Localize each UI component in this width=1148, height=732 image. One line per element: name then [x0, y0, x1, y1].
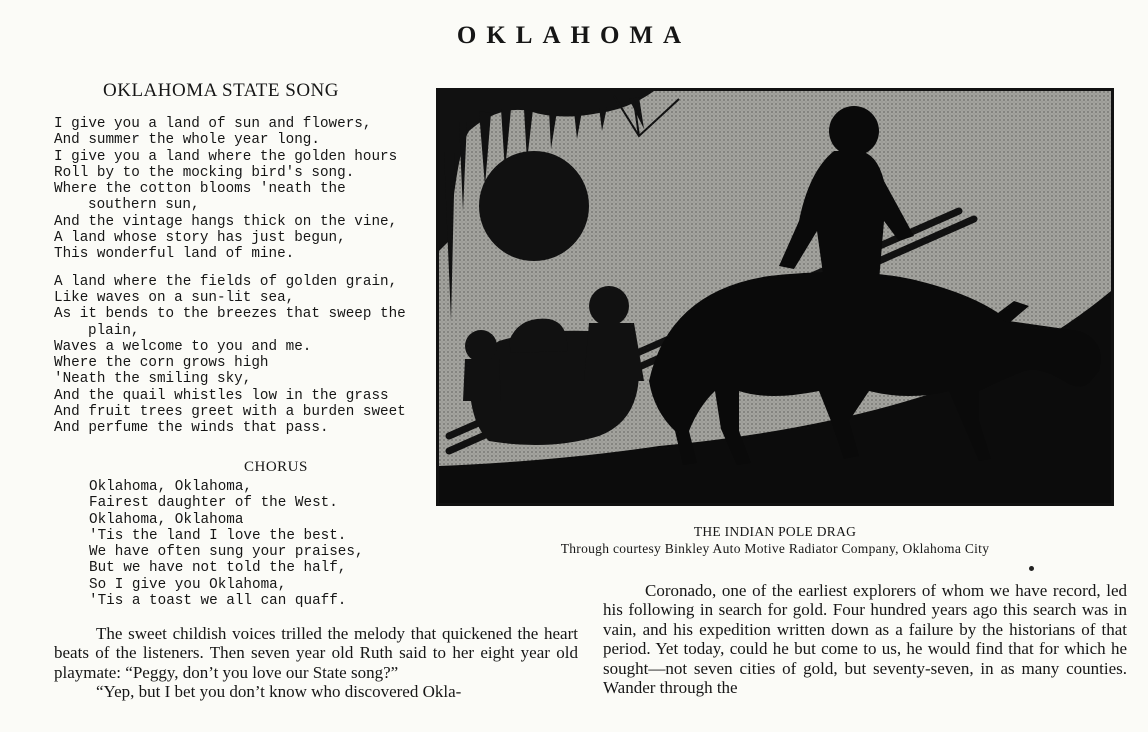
chorus-line: Oklahoma, Oklahoma, [89, 479, 253, 495]
passenger-body [584, 323, 644, 381]
article-left-column [54, 624, 578, 702]
chorus-line: 'Tis a toast we all can quaff. [89, 593, 347, 610]
article-paragraph: The sweet childish voices trilled the melody that quickened the heart beats of the listeners. Then seven year old Ruth said to her eight year old playmate: “Peggy, don’t you love our State song?” [54, 624, 578, 682]
child-body [463, 359, 501, 401]
figure-caption [436, 523, 1114, 557]
verse-line: 'Neath the smiling sky, [54, 371, 252, 388]
ink-dot [1029, 566, 1034, 571]
caption-credit: Through courtesy Binkley Auto Motive Radiator Company, Oklahoma City [560, 541, 990, 556]
verse-line: southern sun, [88, 197, 200, 214]
verse-line: And summer the whole year long. [54, 132, 320, 149]
silhouette-image [439, 91, 1111, 503]
verse-line: This wonderful land of mine. [54, 246, 295, 263]
chorus-line: But we have not told the half, [89, 560, 347, 577]
sun-disc [479, 151, 589, 261]
page-title: OKLAHOMA [456, 22, 692, 49]
song-verses [54, 116, 426, 437]
article-paragraph: Coronado, one of the earliest explorers of whom we have record, led his following in search for gold. Four hundred years ago this search was in vain, and his expedition written down as a failure by the historians of that period. Yet today, could he but come to us, he would find that for which he sought—not seven cities of gold, but seventy-seven, in as many counties. Wander through the [603, 581, 1127, 698]
chorus-line: 'Tis the land I love the best. [89, 527, 347, 544]
song-title: OKLAHOMA STATE SONG [103, 80, 339, 101]
chorus-line: We have often sung your praises, [89, 544, 364, 561]
chorus-line: Oklahoma, Oklahoma [89, 511, 244, 528]
verse-line: Like waves on a sun-lit sea, [54, 289, 295, 306]
verse-line: Roll by to the mocking bird's song. [54, 164, 355, 181]
verse-line: And fruit trees greet with a burden sweet [54, 404, 406, 421]
article-right-column [603, 581, 1127, 697]
verse-line: And perfume the winds that pass. [54, 420, 329, 437]
stanza-gap [54, 263, 426, 274]
verse-line: I give you a land where the golden hours [54, 148, 398, 165]
chorus-block [89, 479, 419, 609]
verse-line: Where the cotton blooms 'neath the [54, 181, 346, 198]
article-paragraph: “Yep, but I bet you don’t know who discovered Okla- [96, 682, 462, 702]
child-head [465, 330, 497, 362]
verse-line: plain, [88, 322, 140, 339]
rider-passenger-head [589, 286, 629, 326]
verse-line: Where the corn grows high [54, 355, 269, 372]
verse-line: A land where the fields of golden grain, [54, 273, 398, 290]
verse-line: Waves a welcome to you and me. [54, 338, 312, 355]
verse-line: And the quail whistles low in the grass [54, 387, 389, 404]
rider-head [829, 106, 879, 156]
chorus-line: Fairest daughter of the West. [89, 495, 338, 512]
chorus-title: CHORUS [244, 459, 308, 475]
chorus-line: So I give you Oklahoma, [89, 576, 287, 593]
verse-line: As it bends to the breezes that sweep the [54, 306, 406, 323]
verse-line: A land whose story has just begun, [54, 230, 346, 247]
caption-title: THE INDIAN POLE DRAG [693, 524, 857, 539]
verse-line: I give you a land of sun and flowers, [54, 116, 372, 132]
verse-line: And the vintage hangs thick on the vine, [54, 213, 398, 230]
pole-drag-illustration [436, 88, 1114, 506]
